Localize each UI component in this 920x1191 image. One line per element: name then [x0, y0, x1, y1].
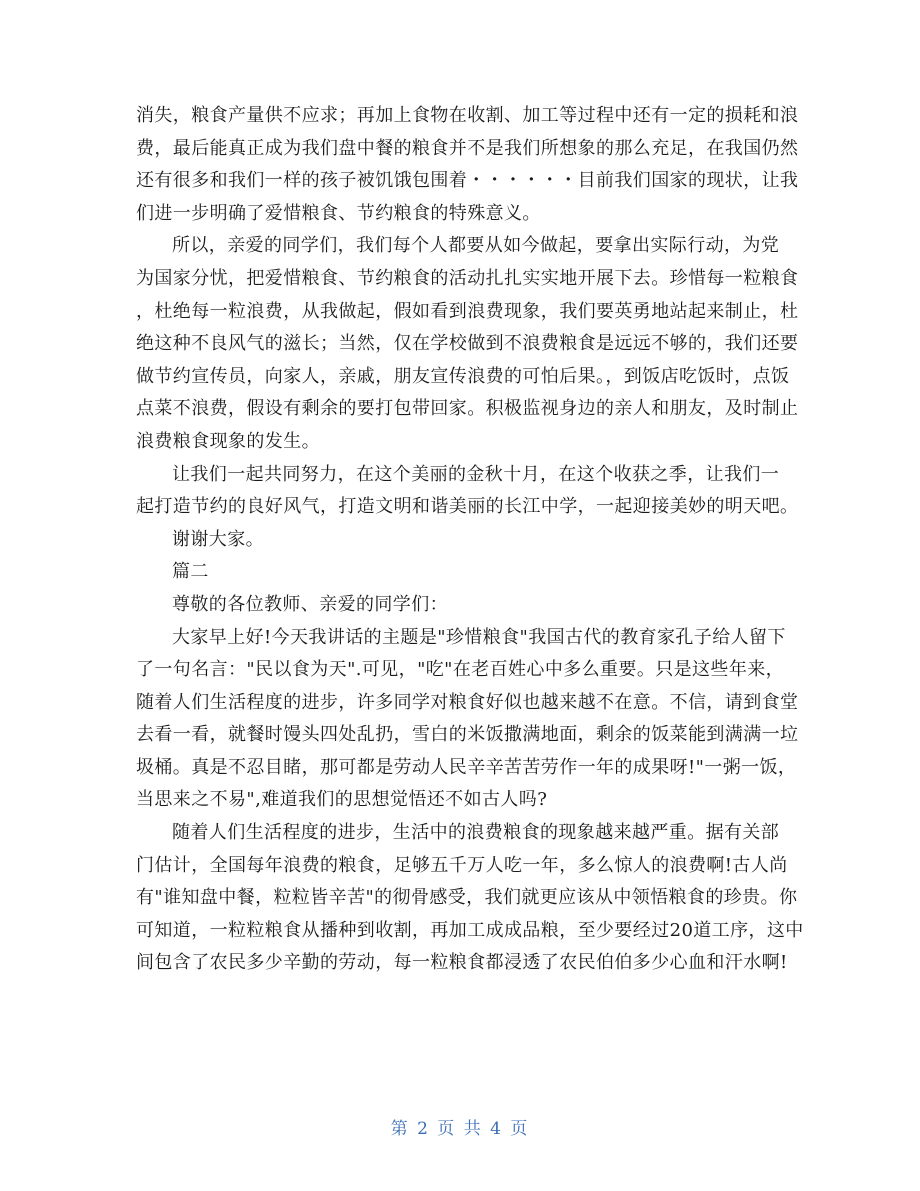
- text-line: 绝这种不良风气的滋长；当然，仅在学校做到不浪费粮食是远远不够的，我们还要: [136, 333, 799, 355]
- text-line: 消失，粮食产量供不应求；再加上食物在收割、加工等过程中还有一定的损耗和浪: [136, 105, 799, 126]
- text-line: 随着人们生活程度的进步，生活中的浪费粮食的现象越来越严重。据有关部: [172, 822, 780, 844]
- text-line: 还有很多和我们一样的孩子被饥饿包围着・・・・・・目前我们国家的现状，让我: [136, 170, 799, 192]
- page-number-footer: 第 2 页 共 4 页: [390, 1119, 530, 1139]
- text-line: 费，最后能真正成为我们盘中餐的粮食并不是我们所想象的那么充足，在我国仍然: [136, 137, 799, 159]
- text-line: 当思来之不易",难道我们的思想觉悟还不如古人吗?: [136, 789, 548, 811]
- text-line: 门估计，全国每年浪费的粮食，足够五千万人吃一年，多么惊人的浪费啊!古人尚: [136, 854, 788, 876]
- text-line: 间包含了农民多少辛勤的劳动，每一粒粮食都浸透了农民伯伯多少心血和汗水啊!: [136, 952, 788, 974]
- text-line: 了一句名言："民以食为天".可见，"吃"在老百姓心中多么重要。只是这些年来，: [136, 659, 785, 681]
- text-line: 谢谢大家。: [172, 528, 264, 550]
- text-line: 浪费粮食现象的发生。: [136, 430, 320, 452]
- text-line: 们进一步明确了爱惜粮食、节约粮食的特殊意义。: [136, 202, 541, 224]
- text-line: 为国家分忧，把爱惜粮食、节约粮食的活动扎扎实实地开展下去。珍惜每一粒粮食: [136, 267, 799, 289]
- text-line: 起打造节约的良好风气，打造文明和谐美丽的长江中学，一起迎接美妙的明天吧。: [136, 496, 799, 518]
- text-line: 有"谁知盘中餐，粒粒皆辛苦"的彻骨感受，我们就更应该从中领悟粮食的珍贵。你: [136, 887, 798, 909]
- text-line: 点菜不浪费，假设有剩余的要打包带回家。积极监视身边的亲人和朋友，及时制止: [136, 398, 799, 420]
- text-line: 圾桶。真是不忍目睹，那可都是劳动人民辛辛苦苦劳作一年的成果呀!"一粥一饭，: [136, 756, 797, 778]
- text-line: 随着人们生活程度的进步，许多同学对粮食好似也越来越不在意。不信，请到食堂: [136, 691, 799, 713]
- text-line: 大家早上好!今天我讲话的主题是"珍惜粮食"我国古代的教育家孔子给人留下: [172, 626, 786, 648]
- text-line: 让我们一起共同努力，在这个美丽的金秋十月，在这个收获之季，让我们一: [172, 463, 780, 485]
- document-body: [136, 100, 804, 980]
- text-line: ，杜绝每一粒浪费，从我做起，假如看到浪费现象，我们要英勇地站起来制止，杜: [136, 300, 799, 322]
- text-line: 去看一看，就餐时馒头四处乱扔，雪白的米饭撒满地面，剩余的饭菜能到满满一垃: [136, 724, 799, 746]
- text-line: 所以，亲爱的同学们，我们每个人都要从如今做起，要拿出实际行动，为党: [172, 235, 780, 257]
- text-line: 可知道，一粒粒粮食从播种到收割，再加工成成品粮，至少要经过20道工序，这中: [136, 919, 804, 941]
- section-heading: 篇二: [172, 561, 209, 583]
- salutation: 尊敬的各位教师、亲爱的同学们：: [172, 593, 448, 615]
- text-line: 做节约宣传员，向家人，亲戚，朋友宣传浪费的可怕后果。，到饭店吃饭时，点饭: [136, 365, 790, 387]
